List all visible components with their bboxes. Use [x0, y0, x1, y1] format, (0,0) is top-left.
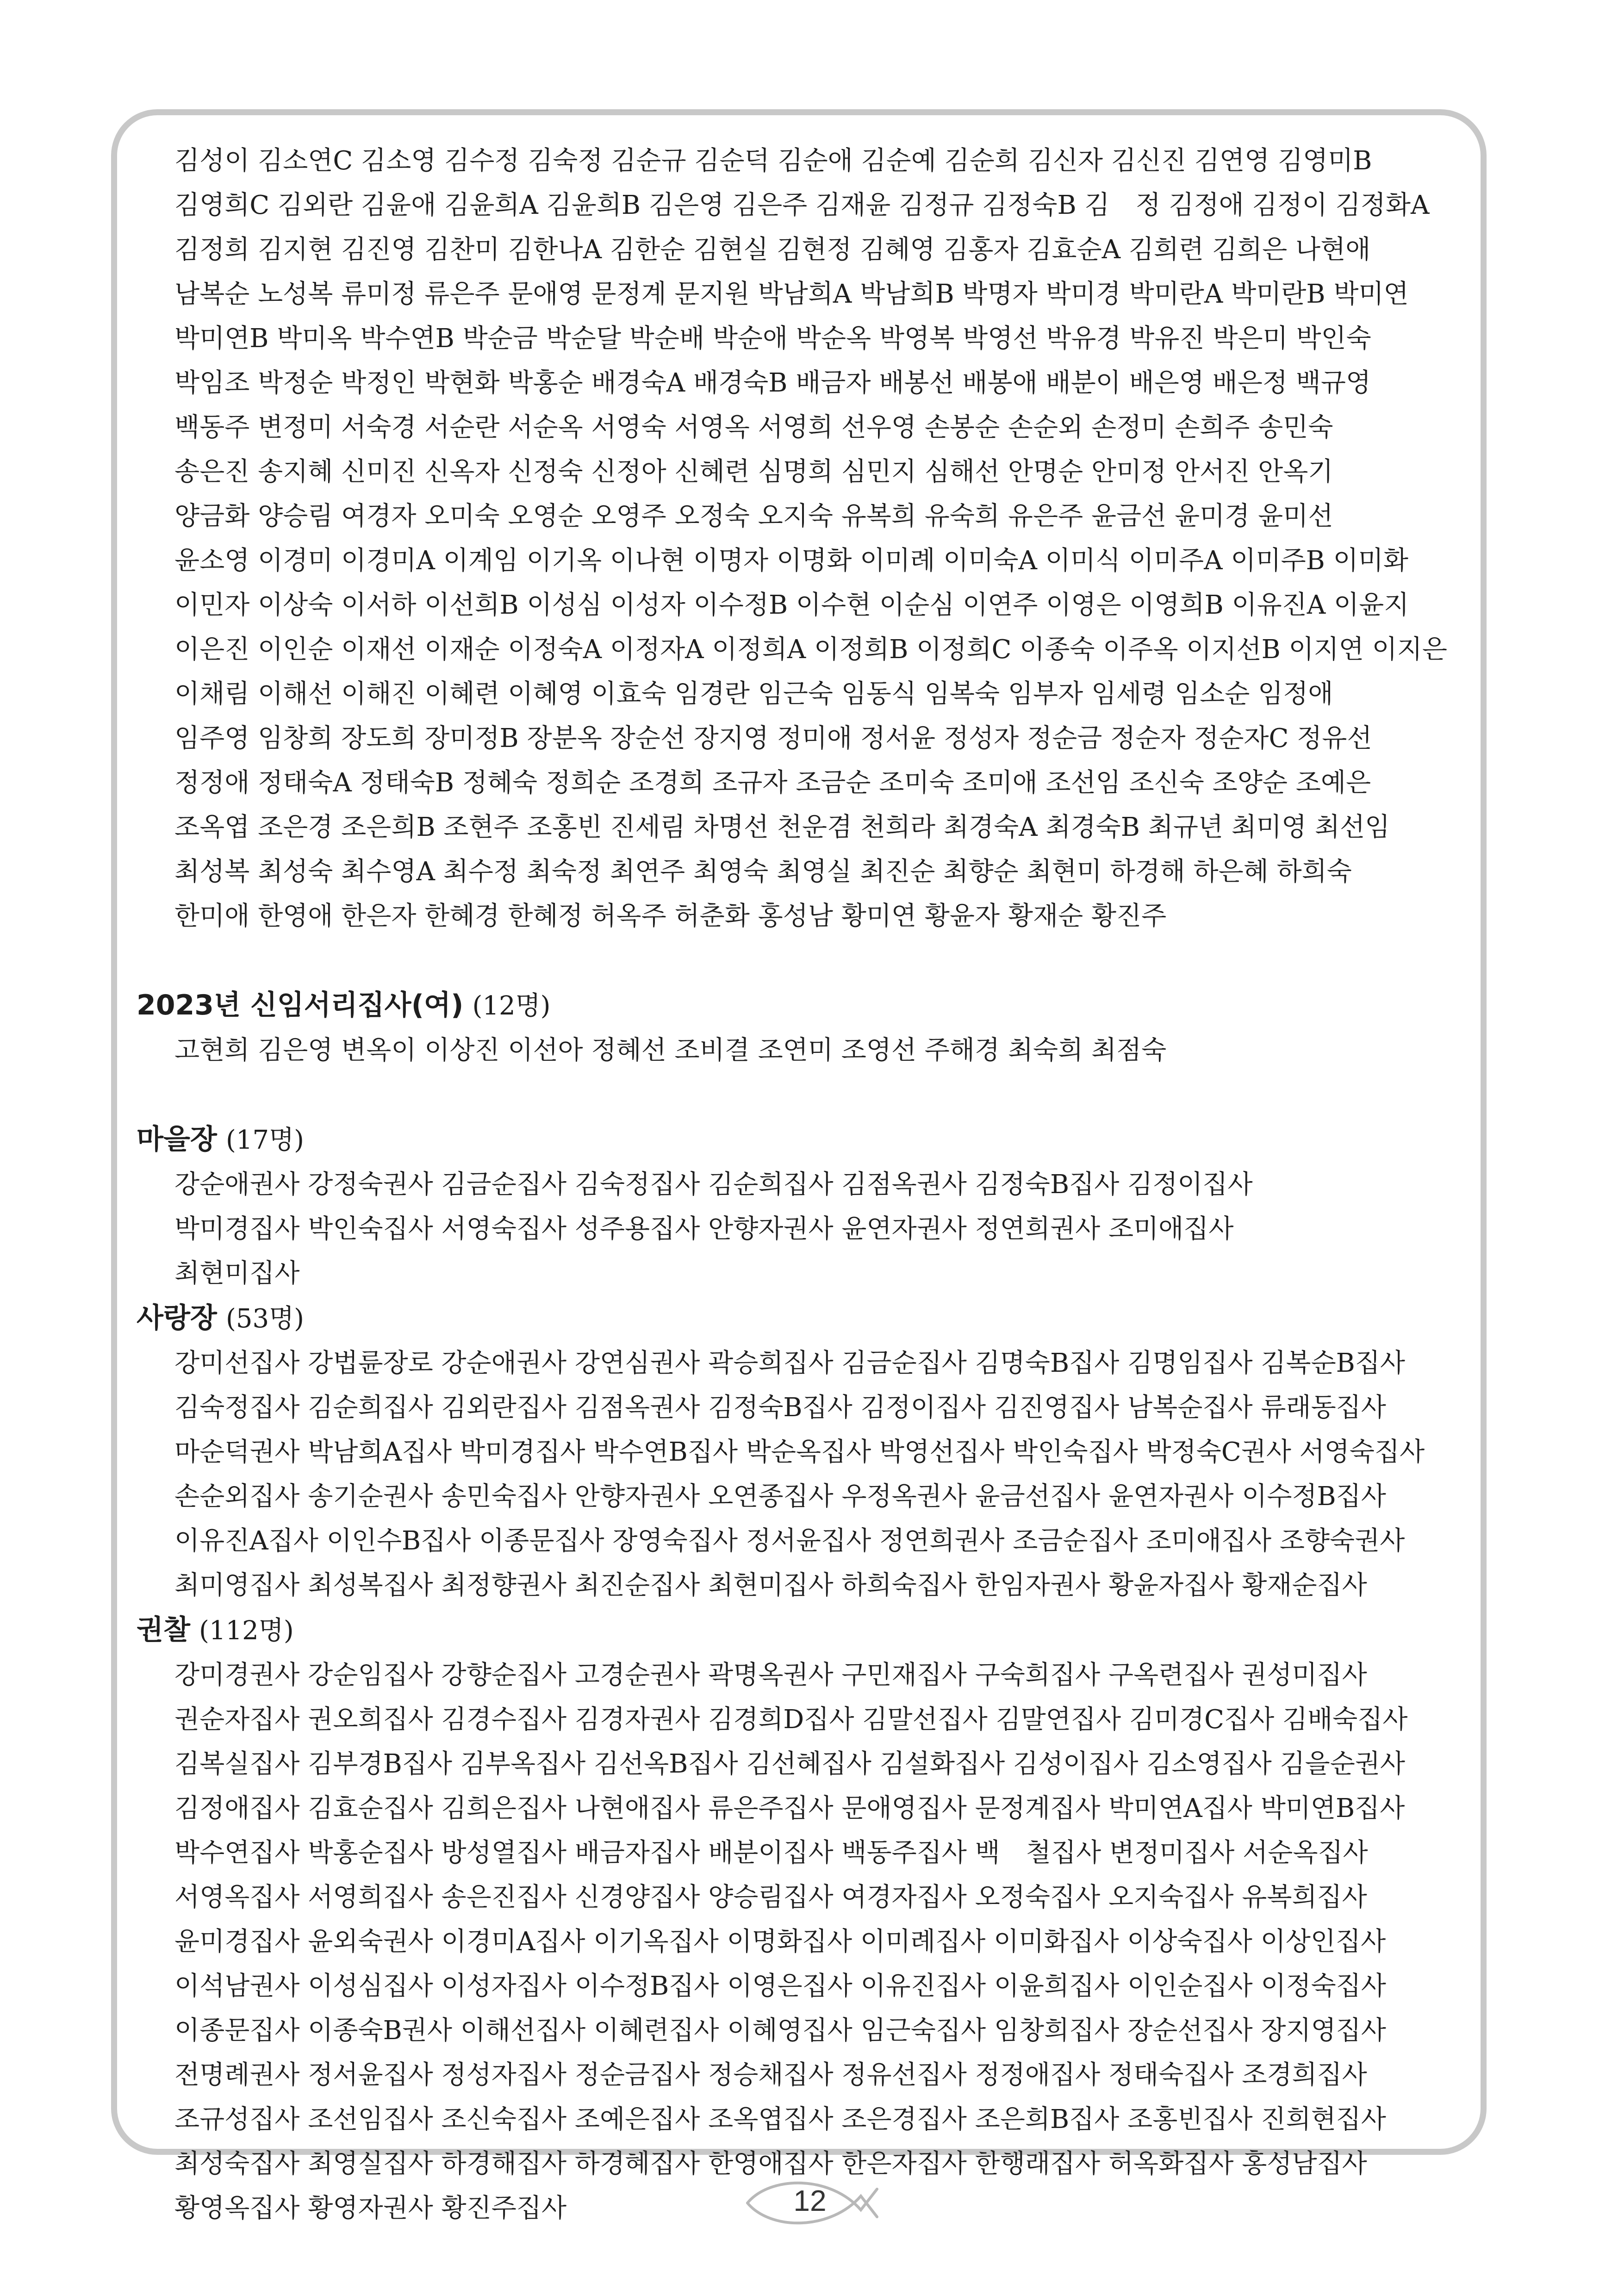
name-list-line: 박미연B 박미옥 박수연B 박순금 박순달 박순배 박순애 박순옥 박영복 박영선 박유경 박유진 박은미 박인숙	[174, 324, 1371, 354]
name-list-line: 송은진 송지혜 신미진 신옥자 신정숙 신정아 신혜련 심명희 심민지 심해선 안명순 안미정 안서진 안옥기	[174, 457, 1333, 487]
name-list-line: 손순외집사 송기순권사 송민숙집사 안향자권사 오연종집사 우정옥권사 윤금선집사 윤연자권사 이수정B집사	[174, 1481, 1386, 1512]
name-list-line: 윤미경집사 윤외숙권사 이경미A집사 이기옥집사 이명화집사 이미례집사 이미화집사 이상숙집사 이상인집사	[174, 1927, 1386, 1957]
name-list-line: 한미애 한영애 한은자 한혜경 한혜정 허옥주 허춘화 홍성남 황미연 황윤자 황재순 황진주	[174, 901, 1167, 931]
name-list-line: 남복순 노성복 류미정 류은주 문애영 문정계 문지원 박남희A 박남희B 박명자 박미경 박미란A 박미란B 박미연	[174, 279, 1409, 309]
name-list-line: 박수연집사 박홍순집사 방성열집사 배금자집사 배분이집사 백동주집사 백 철집사 변정미집사 서순옥집사	[174, 1838, 1368, 1868]
section-count: (12명)	[472, 991, 551, 1021]
name-list-line: 김성이 김소연C 김소영 김수정 김숙정 김순규 김순덕 김순애 김순예 김순희 김신자 김신진 김연영 김영미B	[174, 146, 1372, 176]
name-list-line: 이석남권사 이성심집사 이성자집사 이수정B집사 이영은집사 이유진집사 이윤희집사 이인순집사 이정숙집사	[174, 1971, 1386, 2001]
page-footer	[0, 2171, 1618, 2235]
name-list-line: 고현희 김은영 변옥이 이상진 이선아 정혜선 조비결 조연미 조영선 주해경 최숙희 최점숙	[174, 1035, 1167, 1065]
name-list-line: 양금화 양승림 여경자 오미숙 오영순 오영주 오정숙 오지숙 유복희 유숙희 유은주 윤금선 윤미경 윤미선	[174, 501, 1333, 531]
section-title: 권찰	[137, 1614, 190, 1646]
name-list-line: 최현미집사	[174, 1258, 300, 1288]
section-count: (112명)	[199, 1616, 294, 1646]
name-list-line: 김숙정집사 김순희집사 김외란집사 김점옥권사 김정숙B집사 김정이집사 김진영집사 남복순집사 류래동집사	[174, 1393, 1386, 1423]
name-list-line: 강미경권사 강순임집사 강향순집사 고경순권사 곽명옥권사 구민재집사 구숙희집사 구옥련집사 권성미집사	[174, 1660, 1367, 1690]
name-list-line: 윤소영 이경미 이경미A 이계임 이기옥 이나현 이명자 이명화 이미례 이미숙A 이미식 이미주A 이미주B 이미화	[174, 546, 1408, 576]
section-love-leaders	[137, 1296, 1479, 1608]
name-list-line: 최성복 최성숙 최수영A 최수정 최숙정 최연주 최영숙 최영실 최진순 최향순 최현미 하경해 하은혜 하희숙	[174, 857, 1352, 887]
section-heading	[137, 1117, 1479, 1163]
section-new-deaconesses	[137, 983, 1479, 1073]
continued-name-list	[137, 139, 1479, 939]
section-name-list	[137, 1028, 1479, 1073]
name-list-line: 조옥엽 조은경 조은희B 조현주 조홍빈 진세림 차명선 천운겸 천희라 최경숙A 최경숙B 최규년 최미영 최선임	[174, 812, 1390, 842]
name-list-line: 임주영 임창희 장도희 장미정B 장분옥 장순선 장지영 정미애 정서윤 정성자 정순금 정순자 정순자C 정유선	[174, 723, 1372, 753]
name-list-line: 이은진 이인순 이재선 이재순 이정숙A 이정자A 이정희A 이정희B 이정희C 이종숙 이주옥 이지선B 이지연 이지은	[174, 635, 1447, 665]
name-list-line: 권순자집사 권오희집사 김경수집사 김경자권사 김경희D집사 김말선집사 김말연집사 김미경C집사 김배숙집사	[174, 1705, 1408, 1735]
name-list-line: 황영옥집사 황영자권사 황진주집사	[174, 2193, 567, 2223]
section-village-leaders	[137, 1117, 1479, 1296]
section-exhorters	[137, 1608, 1479, 2231]
name-list-line: 강미선집사 강법륜장로 강순애권사 강연심권사 곽승희집사 김금순집사 김명숙B집사 김명임집사 김복순B집사	[174, 1348, 1406, 1378]
name-list-line: 이채림 이해선 이해진 이혜련 이혜영 이효숙 임경란 임근숙 임동식 임복숙 임부자 임세령 임소순 임정애	[174, 679, 1333, 709]
name-list-line: 박임조 박정순 박정인 박현화 박홍순 배경숙A 배경숙B 배금자 배봉선 배봉애 배분이 배은영 배은정 백규영	[174, 368, 1371, 398]
name-list-line: 김영희C 김외란 김윤애 김윤희A 김윤희B 김은영 김은주 김재윤 김정규 김정숙B 김 정 김정애 김정이 김정화A	[174, 190, 1430, 220]
section-title: 2023년 신임서리집사(여)	[137, 989, 464, 1021]
document-content	[137, 139, 1479, 2231]
section-name-list	[137, 1653, 1479, 2231]
section-heading	[137, 1608, 1479, 1653]
name-list-line: 백동주 변정미 서숙경 서순란 서순옥 서영숙 서영옥 서영희 선우영 손봉순 손순외 손정미 손희주 송민숙	[174, 412, 1333, 442]
name-list-line: 강순애권사 강정숙권사 김금순집사 김숙정집사 김순희집사 김점옥권사 김정숙B집사 김정이집사	[174, 1170, 1253, 1200]
name-list-line: 김정희 김지현 김진영 김찬미 김한나A 김한순 김현실 김현정 김혜영 김홍자 김효순A 김희련 김희은 나현애	[174, 235, 1371, 265]
name-list-line: 박미경집사 박인숙집사 서영숙집사 성주용집사 안향자권사 윤연자권사 정연희권사 조미애집사	[174, 1214, 1234, 1244]
section-count: (53명)	[225, 1304, 305, 1334]
section-name-list	[137, 1341, 1479, 1608]
name-list-line: 정정애 정태숙A 정태숙B 정혜숙 정희순 조경희 조규자 조금순 조미숙 조미애 조선임 조신숙 조양순 조예은	[174, 768, 1371, 798]
section-heading	[137, 1296, 1479, 1341]
section-title: 마을장	[137, 1123, 217, 1156]
name-list-line: 이민자 이상숙 이서하 이선희B 이성심 이성자 이수정B 이수현 이순심 이연주 이영은 이영희B 이유진A 이윤지	[174, 590, 1409, 620]
name-list-line: 조규성집사 조선임집사 조신숙집사 조예은집사 조옥엽집사 조은경집사 조은희B집사 조홍빈집사 진희현집사	[174, 2104, 1386, 2134]
name-list-line: 서영옥집사 서영희집사 송은진집사 신경양집사 양승림집사 여경자집사 오정숙집사 오지숙집사 유복희집사	[174, 1882, 1367, 1912]
section-count: (17명)	[225, 1125, 305, 1155]
section-name-list	[137, 1163, 1479, 1296]
name-list-line: 전명례권사 정서윤집사 정성자집사 정순금집사 정승채집사 정유선집사 정정애집사 정태숙집사 조경희집사	[174, 2060, 1367, 2090]
page-number: 12	[793, 2184, 827, 2217]
name-list-line: 김정애집사 김효순집사 김희은집사 나현애집사 류은주집사 문애영집사 문정계집사 박미연A집사 박미연B집사	[174, 1793, 1405, 1823]
name-list-line: 김복실집사 김부경B집사 김부옥집사 김선옥B집사 김선혜집사 김설화집사 김성이집사 김소영집사 김을순권사	[174, 1749, 1406, 1779]
name-list-line: 이종문집사 이종숙B권사 이해선집사 이혜련집사 이혜영집사 임근숙집사 임창희집사 장순선집사 장지영집사	[174, 2016, 1386, 2046]
name-list-line: 마순덕권사 박남희A집사 박미경집사 박수연B집사 박순옥집사 박영선집사 박인숙집사 박정숙C권사 서영숙집사	[174, 1437, 1425, 1467]
section-heading	[137, 983, 1479, 1028]
section-title: 사랑장	[137, 1302, 217, 1334]
name-list-line: 이유진A집사 이인수B집사 이종문집사 장영숙집사 정서윤집사 정연희권사 조금순집사 조미애집사 조향숙권사	[174, 1526, 1405, 1556]
name-list-line: 최미영집사 최성복집사 최정향권사 최진순집사 최현미집사 하희숙집사 한임자권사 황윤자집사 황재순집사	[174, 1570, 1367, 1600]
name-list-line: 최성숙집사 최영실집사 하경해집사 하경혜집사 한영애집사 한은자집사 한행래집사 허옥화집사 홍성남집사	[174, 2149, 1367, 2179]
